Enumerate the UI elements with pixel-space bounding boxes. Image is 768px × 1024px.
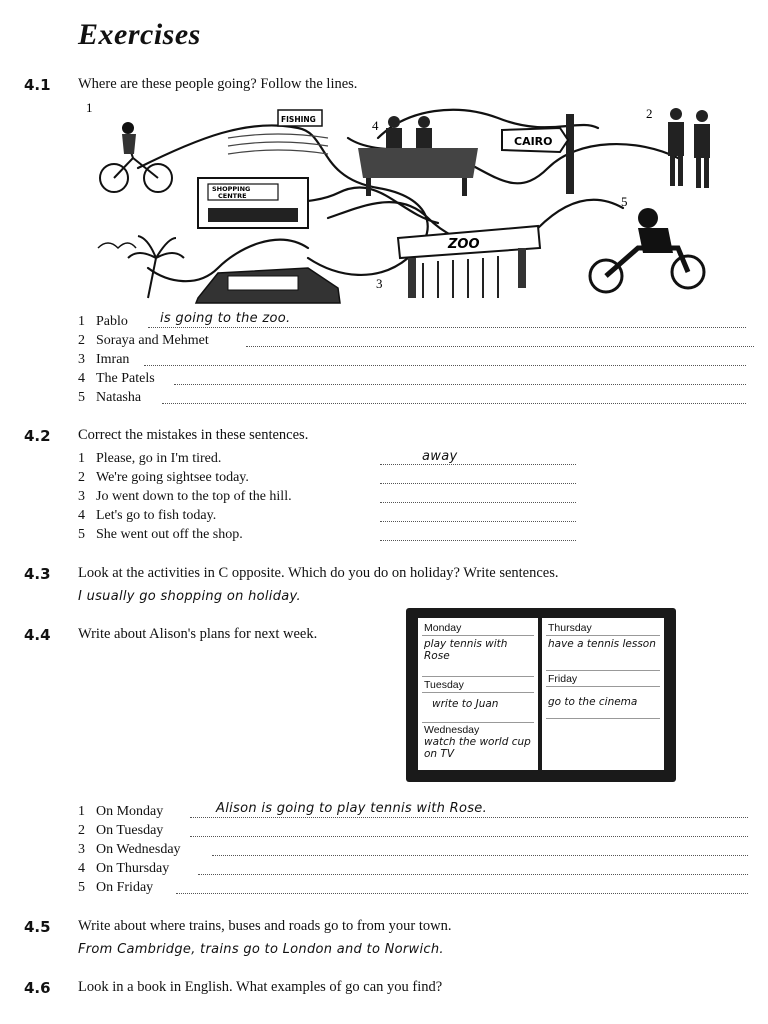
- exercise-instruction-4-6: Look in a book in English. What examples of go can you find?: [78, 979, 443, 995]
- answer-line[interactable]: [380, 531, 576, 541]
- diary-entry: have a tennis lesson: [548, 638, 656, 650]
- list-item: 4 The Patels: [78, 371, 155, 386]
- exercise-instruction-4-2: Correct the mistakes in these sentences.: [78, 427, 309, 443]
- diary-day: Friday: [548, 673, 578, 685]
- exercise-number-4-2: 4.2: [24, 427, 51, 445]
- diary-entry: watch the world cup on TV: [424, 736, 531, 760]
- list-item: 5 She went out off the shop.: [78, 527, 243, 542]
- list-item: 5 Natasha: [78, 390, 142, 405]
- answer-line[interactable]: [212, 846, 748, 856]
- list-item: 2 On Tuesday: [78, 823, 164, 838]
- answer-line[interactable]: [174, 375, 746, 385]
- list-item: 3 Jo went down to the top of the hill.: [78, 489, 292, 504]
- list-item: 1 Please, go in I'm tired.: [78, 451, 222, 466]
- answer-line[interactable]: [162, 394, 746, 404]
- svg-text:4: 4: [372, 118, 379, 133]
- diary-right-page: [542, 618, 664, 770]
- diary-day: Wednesday: [424, 724, 480, 736]
- list-item: 4 Let's go to fish today.: [78, 508, 217, 523]
- svg-text:CENTRE: CENTRE: [218, 192, 247, 200]
- exercise-number-4-4: 4.4: [24, 626, 51, 644]
- page-title: Exercises: [78, 18, 201, 51]
- answer-line[interactable]: [176, 884, 748, 894]
- diary-entry: go to the cinema: [548, 696, 638, 708]
- exercise-instruction-4-1: Where are these people going? Follow the lines.: [78, 76, 358, 92]
- diary-image: [406, 608, 676, 782]
- answer-line[interactable]: [190, 827, 748, 837]
- exercise-instruction-4-5: Write about where trains, buses and roads go to from your town.: [78, 918, 452, 934]
- list-item: 4 On Thursday: [78, 861, 170, 876]
- handwritten-example: From Cambridge, trains go to London and to Norwich.: [78, 942, 444, 957]
- exercise-number-4-1: 4.1: [24, 76, 51, 94]
- diary-day: Monday: [424, 622, 462, 634]
- answer-line[interactable]: [144, 356, 746, 366]
- answer-line[interactable]: [380, 512, 576, 522]
- exercise-instruction-4-3: Look at the activities in C opposite. Which do you do on holiday? Write sentences.: [78, 565, 559, 581]
- svg-text:SHOPPING: SHOPPING: [212, 185, 251, 193]
- list-item: 3 On Wednesday: [78, 842, 181, 857]
- diary-day: Tuesday: [424, 679, 464, 691]
- diary-day: Thursday: [548, 622, 592, 634]
- answer-line[interactable]: [246, 337, 754, 347]
- list-item: 1 On Monday: [78, 804, 164, 819]
- svg-text:ZOO: ZOO: [448, 237, 480, 252]
- diary-entry: write to Juan: [432, 698, 499, 710]
- svg-text:3: 3: [376, 276, 383, 291]
- exercise-number-4-6: 4.6: [24, 979, 51, 997]
- list-item: 2 Soraya and Mehmet: [78, 333, 209, 348]
- list-item: 2 We're going sightsee today.: [78, 470, 249, 485]
- handwritten-answer: away: [422, 449, 458, 464]
- svg-text:5: 5: [621, 194, 628, 209]
- list-item: 3 Imran: [78, 352, 130, 367]
- handwritten-answer: Alison is going to play tennis with Rose.: [216, 801, 488, 816]
- handwritten-example: I usually go shopping on holiday.: [78, 589, 301, 604]
- diary-entry: play tennis with Rose: [424, 638, 508, 662]
- diary-left-page: [418, 618, 538, 770]
- svg-text:FISHING: FISHING: [281, 115, 316, 124]
- handwritten-answer: is going to the zoo.: [160, 311, 291, 326]
- exercise-number-4-5: 4.5: [24, 918, 51, 936]
- svg-text:1: 1: [86, 100, 93, 115]
- list-item: 1 Pablo: [78, 314, 128, 329]
- exercise-instruction-4-4: Write about Alison's plans for next week.: [78, 626, 318, 642]
- svg-text:CAIRO: CAIRO: [514, 135, 553, 148]
- answer-line[interactable]: [380, 455, 576, 465]
- answer-line[interactable]: [380, 493, 576, 503]
- answer-line[interactable]: [198, 865, 748, 875]
- exercise-number-4-3: 4.3: [24, 565, 51, 583]
- list-item: 5 On Friday: [78, 880, 154, 895]
- route-illustration: [78, 98, 734, 308]
- svg-text:2: 2: [646, 106, 653, 121]
- answer-line[interactable]: [380, 474, 576, 484]
